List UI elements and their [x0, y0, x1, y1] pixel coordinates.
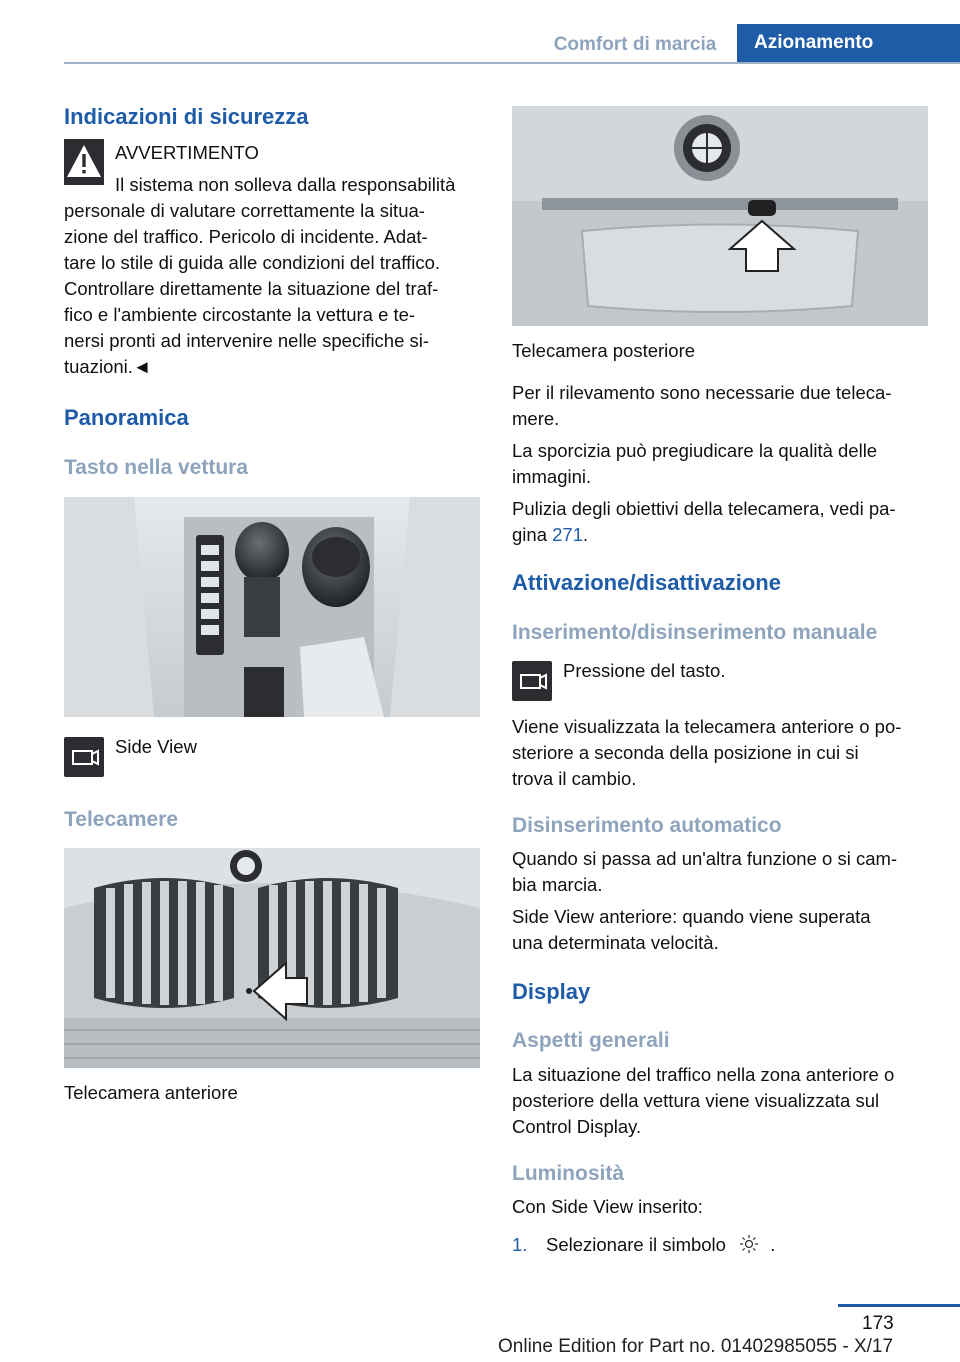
paragraph-line: Per il rilevamento sono necessarie due teleca- — [512, 382, 892, 403]
page-ref-prefix: gina — [512, 524, 553, 545]
paragraph-front-side-view — [512, 904, 871, 956]
rear-camera-caption: Telecamera posteriore — [512, 340, 696, 361]
safety-heading: Indicazioni di sicurezza — [64, 104, 309, 129]
warning-line: personale di valutare correttamente la situa- — [64, 200, 425, 221]
paragraph-line: mere. — [512, 408, 560, 429]
footer-rule — [838, 1304, 960, 1307]
button-heading: Tasto nella vettura — [64, 456, 248, 479]
activation-heading: Attivazione/disattivazione — [512, 570, 781, 595]
front-camera-photo — [64, 848, 480, 1068]
paragraph-line: Side View anteriore: quando viene superata — [512, 906, 871, 927]
warning-line: Il sistema non solleva dalla responsabilità — [115, 174, 456, 195]
manual-heading: Inserimento/disinserimento manuale — [512, 621, 878, 644]
page-number: 173 — [862, 1313, 894, 1334]
general-heading: Aspetti generali — [512, 1029, 670, 1052]
edition-footer: Online Edition for Part no. 01402985055 - X/17 — [498, 1336, 894, 1357]
paragraph-cameras — [512, 380, 891, 432]
warning-line: zione del traffico. Pericolo di incidente. Adat- — [64, 226, 428, 247]
side-view-button-icon — [512, 661, 552, 701]
display-heading: Display — [512, 979, 591, 1004]
front-camera-caption: Telecamera anteriore — [64, 1082, 238, 1103]
paragraph-line: Viene visualizzata la telecamera anteriore o po- — [512, 716, 902, 737]
paragraph-line: steriore a seconda della posizione in cui si — [512, 742, 859, 763]
paragraph-line: bia marcia. — [512, 874, 603, 895]
paragraph-line: Control Display. — [512, 1116, 642, 1137]
paragraph-line: posteriore della vettura viene visualizzata sul — [512, 1090, 880, 1111]
paragraph-line: trova il cambio. — [512, 768, 637, 789]
press-button-text: Pressione del tasto. — [563, 660, 726, 681]
warning-line: nersi pronti ad intervenire nelle specifiche si- — [64, 330, 430, 351]
center-console-photo — [64, 497, 480, 717]
auto-off-heading: Disinserimento automatico — [512, 814, 782, 837]
header-rule — [64, 62, 960, 64]
side-view-button-icon — [64, 737, 104, 777]
paragraph-line: immagini. — [512, 466, 592, 487]
header-tab-active: Azionamento — [737, 24, 960, 62]
paragraph-line — [512, 522, 896, 548]
step-number: 1. — [512, 1234, 528, 1255]
warning-line: Controllare direttamente la situazione del traf- — [64, 278, 439, 299]
step-suffix: . — [770, 1234, 776, 1255]
paragraph-general — [512, 1062, 894, 1140]
warning-line: tuazioni.◄ — [64, 356, 152, 377]
brightness-heading: Luminosità — [512, 1162, 625, 1185]
page-ref-suffix: . — [583, 524, 589, 545]
warning-text — [64, 172, 455, 380]
paragraph-line: La sporcizia può pregiudicare la qualità delle — [512, 440, 878, 461]
paragraph-auto-off — [512, 846, 897, 898]
header-tab-section: Comfort di marcia — [553, 34, 717, 55]
overview-heading: Panoramica — [64, 405, 189, 430]
cameras-heading: Telecamere — [64, 808, 179, 831]
side-view-label: Side View — [115, 736, 197, 757]
page-link[interactable]: 271 — [552, 524, 583, 545]
paragraph-line: Quando si passa ad un'altra funzione o si cam- — [512, 848, 898, 869]
warning-title: AVVERTIMENTO — [115, 142, 259, 163]
paragraph-dirt — [512, 438, 877, 490]
paragraph-line: una determinata velocità. — [512, 932, 719, 953]
paragraph-display-camera — [512, 714, 901, 792]
rear-camera-photo — [512, 106, 928, 326]
brightness-icon — [739, 1234, 759, 1254]
paragraph-brightness: Con Side View inserito: — [512, 1196, 703, 1217]
warning-line: fico e l'ambiente circostante la vettura e te- — [64, 304, 416, 325]
step-text-label: Selezionare il simbolo — [546, 1234, 726, 1255]
paragraph-cleaning — [512, 496, 896, 548]
step-text — [546, 1232, 775, 1258]
paragraph-line: La situazione del traffico nella zona anteriore o — [512, 1064, 895, 1085]
warning-line: tare lo stile di guida alle condizioni del traffico. — [64, 252, 441, 273]
paragraph-line: Pulizia degli obiettivi della telecamera, vedi pa- — [512, 498, 896, 519]
